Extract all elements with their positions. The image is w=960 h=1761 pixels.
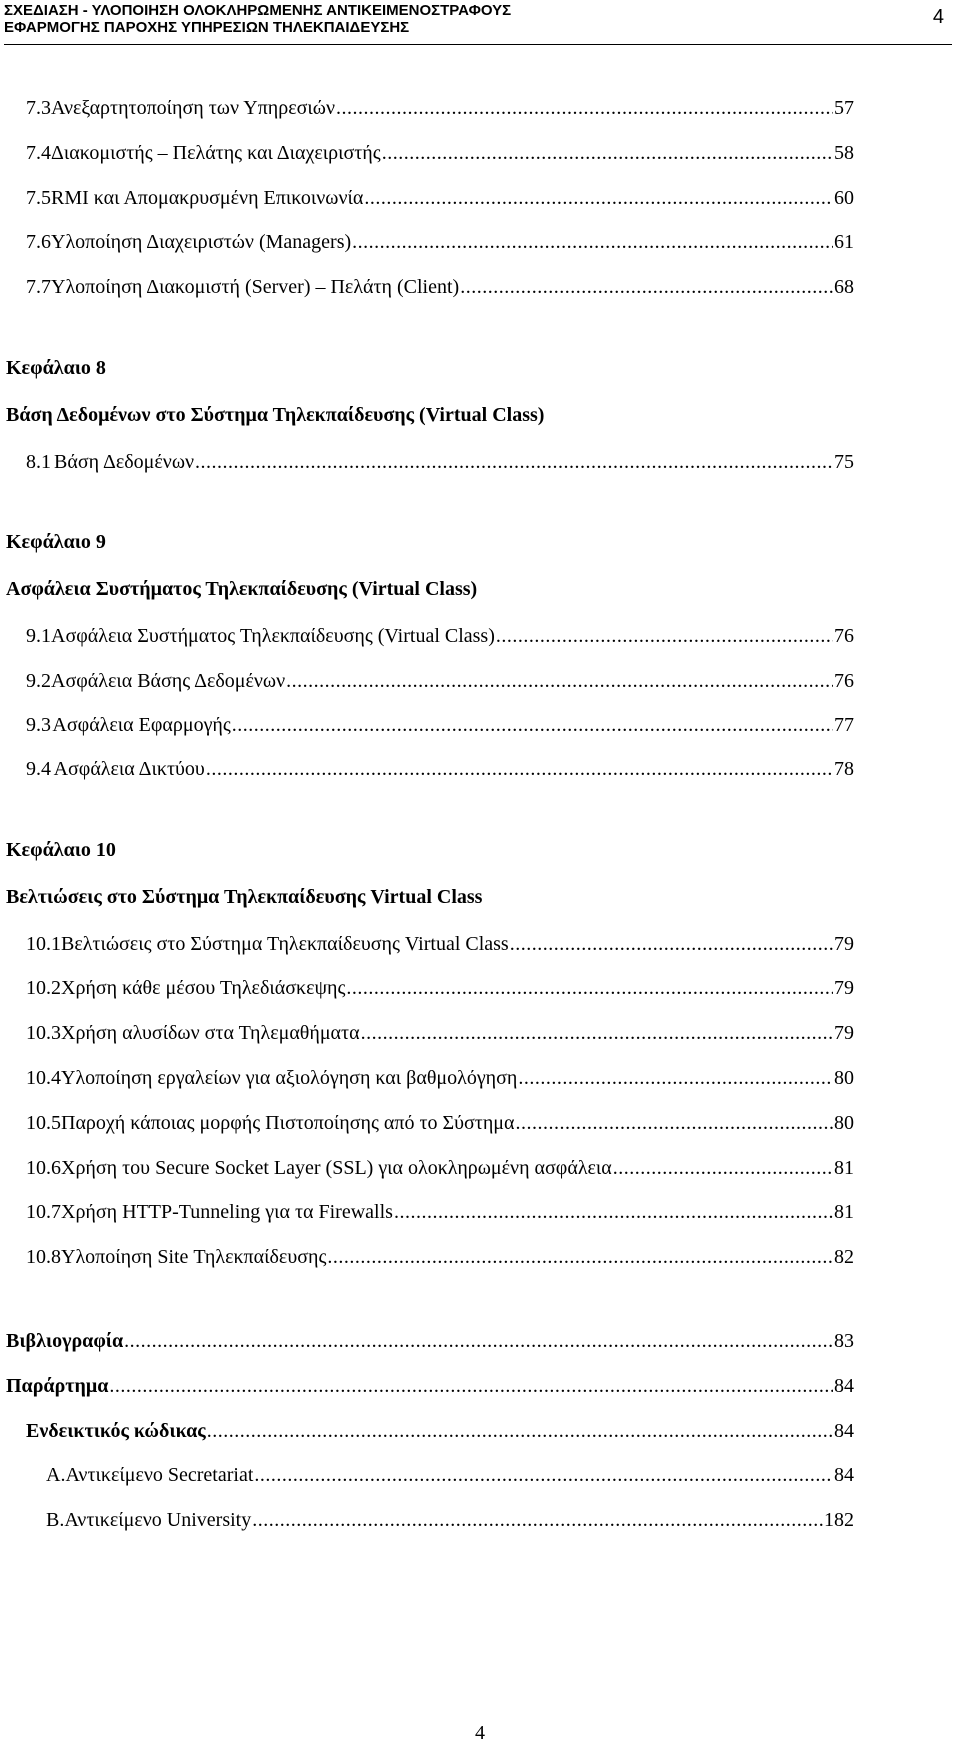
toc-entry-title: Παροχή κάποιας μορφής Πιστοποίησης από το Σύστημα xyxy=(61,1112,515,1134)
toc-entry-title: Υλοποίηση Site Τηλεκπαίδευσης xyxy=(61,1246,327,1268)
chapter-label: Κεφάλαιο 10 xyxy=(6,839,116,861)
toc-entry-title: Υλοποίηση εργαλείων για αξιολόγηση και βαθμολόγηση xyxy=(61,1067,518,1089)
toc-entry-number: 10.7 xyxy=(26,1201,61,1223)
toc-entry-number: 10.8 xyxy=(26,1246,61,1268)
toc-entry-page: 79 xyxy=(834,977,854,999)
toc-entry-number: 10.3 xyxy=(26,1022,61,1044)
toc-entry[interactable] xyxy=(26,713,854,737)
toc-dot-leader xyxy=(346,976,833,1000)
toc-entry-title: Χρήση HTTP-Tunneling για τα Firewalls xyxy=(61,1201,393,1223)
toc-dot-leader xyxy=(460,275,833,299)
header-title-line-2: ΕΦΑΡΜΟΓΗΣ ΠΑΡΟΧΗΣ ΥΠΗΡΕΣΙΩΝ ΤΗΛΕΚΠΑΙΔΕΥΣΗΣ xyxy=(4,19,410,36)
toc-dot-leader xyxy=(124,1329,833,1353)
toc-entry-page: 80 xyxy=(834,1112,854,1134)
toc-entry-title: Ανεξαρτητοποίηση των Υπηρεσιών xyxy=(51,97,335,119)
toc-entry-page: 80 xyxy=(834,1067,854,1089)
toc-entry[interactable] xyxy=(26,1245,854,1269)
toc-entry-number: 10.5 xyxy=(26,1112,61,1134)
toc-entry-page: 83 xyxy=(834,1330,854,1352)
toc-entry-number: 10.2 xyxy=(26,977,61,999)
toc-entry-number: 9.2 xyxy=(26,670,51,692)
toc-entry-bibliography[interactable] xyxy=(6,1329,854,1353)
toc-entry-title: Ασφάλεια Δικτύου xyxy=(53,758,205,780)
toc-entry-title: Ασφάλεια Εφαρμογής xyxy=(52,714,231,736)
toc-entry-title: Βάση Δεδομένων xyxy=(54,451,195,473)
toc-entry-page: 60 xyxy=(834,187,854,209)
toc-entry[interactable] xyxy=(26,230,854,254)
toc-entry-number: 10.1 xyxy=(26,933,61,955)
toc-entry-number: 7.5 xyxy=(26,187,51,209)
toc-entry-page: 84 xyxy=(834,1375,854,1397)
toc-dot-leader xyxy=(382,141,833,165)
toc-entry-title: Ασφάλεια Συστήματος Τηλεκπαίδευσης (Virtual Class) xyxy=(51,625,495,647)
toc-entry-number: 7.4 xyxy=(26,142,51,164)
running-header xyxy=(4,0,952,45)
toc-entry-page: 79 xyxy=(834,1022,854,1044)
chapter-title: Βάση Δεδομένων στο Σύστημα Τηλεκπαίδευσης (Virtual Class) xyxy=(6,404,545,426)
toc-dot-leader xyxy=(516,1111,834,1135)
toc-entry[interactable] xyxy=(26,96,854,120)
toc-entry-page: 77 xyxy=(834,714,854,736)
toc-entry-number: 10.6 xyxy=(26,1157,61,1179)
toc-entry-page: 82 xyxy=(834,1246,854,1268)
toc-dot-leader xyxy=(206,757,833,781)
toc-dot-leader xyxy=(207,1419,833,1443)
toc-entry-page: 182 xyxy=(824,1509,854,1531)
toc-entry-page: 76 xyxy=(834,625,854,647)
toc-entry[interactable] xyxy=(46,1508,854,1532)
toc-dot-leader xyxy=(286,669,833,693)
toc-entry-sample-code[interactable] xyxy=(26,1419,854,1443)
toc-dot-leader xyxy=(252,1508,823,1532)
toc-entry-title: Υλοποίηση Διαχειριστών (Managers) xyxy=(51,231,352,253)
toc-entry[interactable] xyxy=(26,669,854,693)
toc-entry-page: 61 xyxy=(834,231,854,253)
toc-dot-leader xyxy=(518,1066,833,1090)
toc-entry-appendix[interactable] xyxy=(6,1374,854,1398)
toc-entry-title: Βελτιώσεις στο Σύστημα Τηλεκπαίδευσης Virtual Class xyxy=(61,933,509,955)
toc-entry-page: 75 xyxy=(834,451,854,473)
toc-entry-title: Χρήση αλυσίδων στα Τηλεμαθήματα xyxy=(61,1022,360,1044)
toc-dot-leader xyxy=(336,96,833,120)
toc-entry[interactable] xyxy=(26,141,854,165)
chapter-label: Κεφάλαιο 9 xyxy=(6,531,106,553)
toc-entry-title: Παράρτημα xyxy=(6,1375,109,1397)
toc-entry[interactable] xyxy=(26,624,854,648)
toc-entry-title: Διακομιστής – Πελάτης και Διαχειριστής xyxy=(51,142,381,164)
toc-dot-leader xyxy=(364,186,833,210)
toc-entry[interactable] xyxy=(26,932,854,956)
chapter-label: Κεφάλαιο 8 xyxy=(6,357,106,379)
toc-entry-number: 9.1 xyxy=(26,625,51,647)
toc-entry-number: B. xyxy=(46,1509,65,1531)
toc-entry-page: 68 xyxy=(834,276,854,298)
toc-entry[interactable] xyxy=(26,275,854,299)
toc-entry-title: Υλοποίηση Διακομιστή (Server) – Πελάτη (Client) xyxy=(51,276,460,298)
toc-entry-page: 76 xyxy=(834,670,854,692)
toc-entry-title: Χρήση κάθε μέσου Τηλεδιάσκεψης xyxy=(61,977,346,999)
toc-entry[interactable] xyxy=(26,1200,854,1224)
toc-entry-page: 79 xyxy=(834,933,854,955)
toc-entry-number: A. xyxy=(46,1464,66,1486)
toc-entry-number: 7.3 xyxy=(26,97,51,119)
toc-entry-number: 8.1 xyxy=(26,451,51,473)
toc-entry[interactable] xyxy=(26,186,854,210)
chapter-title: Ασφάλεια Συστήματος Τηλεκπαίδευσης (Virtual Class) xyxy=(6,578,478,600)
toc-entry-page: 58 xyxy=(834,142,854,164)
toc-entry-page: 84 xyxy=(834,1420,854,1442)
toc-dot-leader xyxy=(496,624,833,648)
toc-entry-page: 84 xyxy=(834,1464,854,1486)
toc-dot-leader xyxy=(254,1463,833,1487)
toc-entry-title: Αντικείμενο Secretariat xyxy=(65,1464,254,1486)
header-page-number: 4 xyxy=(932,6,944,28)
toc-dot-leader xyxy=(613,1156,833,1180)
toc-entry[interactable] xyxy=(26,1111,854,1135)
toc-entry-title: Βιβλιογραφία xyxy=(6,1330,124,1352)
toc-entry[interactable] xyxy=(26,976,854,1000)
toc-entry-page: 81 xyxy=(834,1157,854,1179)
toc-entry[interactable] xyxy=(26,1066,854,1090)
toc-entry-number: 9.3 xyxy=(26,714,51,736)
toc-entry[interactable] xyxy=(26,450,854,474)
toc-dot-leader xyxy=(394,1200,833,1224)
header-title-line-1: ΣΧΕΔΙΑΣΗ - ΥΛΟΠΟΙΗΣΗ ΟΛΟΚΛΗΡΩΜΕΝΗΣ ΑΝΤΙΚΕΙΜΕΝΟΣΤΡΑΦΟΥΣ xyxy=(4,2,512,19)
toc-entry-title: Χρήση του Secure Socket Layer (SSL) για ολοκληρωμένη ασφάλεια xyxy=(61,1157,612,1179)
toc-entry-title: Αντικείμενο University xyxy=(64,1509,252,1531)
toc-dot-leader xyxy=(352,230,833,254)
toc-dot-leader xyxy=(109,1374,833,1398)
toc-entry-page: 78 xyxy=(834,758,854,780)
toc-dot-leader xyxy=(361,1021,833,1045)
toc-entry-page: 57 xyxy=(834,97,854,119)
toc-entry-title: RMI και Απομακρυσμένη Επικοινωνία xyxy=(51,187,364,209)
toc-entry-number: 9.4 xyxy=(26,758,51,780)
toc-dot-leader xyxy=(327,1245,833,1269)
toc-dot-leader xyxy=(510,932,833,956)
toc-entry[interactable] xyxy=(46,1463,854,1487)
toc-entry-page: 81 xyxy=(834,1201,854,1223)
toc-entry-title: Ενδεικτικός κώδικας xyxy=(26,1420,206,1442)
toc-entry-title: Ασφάλεια Βάσης Δεδομένων xyxy=(51,670,286,692)
toc-entry-number: 7.7 xyxy=(26,276,51,298)
toc-entry-number: 7.6 xyxy=(26,231,51,253)
toc-entry[interactable] xyxy=(26,1021,854,1045)
toc-entry-number: 10.4 xyxy=(26,1067,61,1089)
toc-dot-leader xyxy=(195,450,833,474)
toc-entry[interactable] xyxy=(26,1156,854,1180)
footer-page-number: 4 xyxy=(475,1722,485,1744)
chapter-title: Βελτιώσεις στο Σύστημα Τηλεκπαίδευσης Virtual Class xyxy=(6,886,483,908)
toc-dot-leader xyxy=(232,713,833,737)
toc-entry[interactable] xyxy=(26,757,854,781)
